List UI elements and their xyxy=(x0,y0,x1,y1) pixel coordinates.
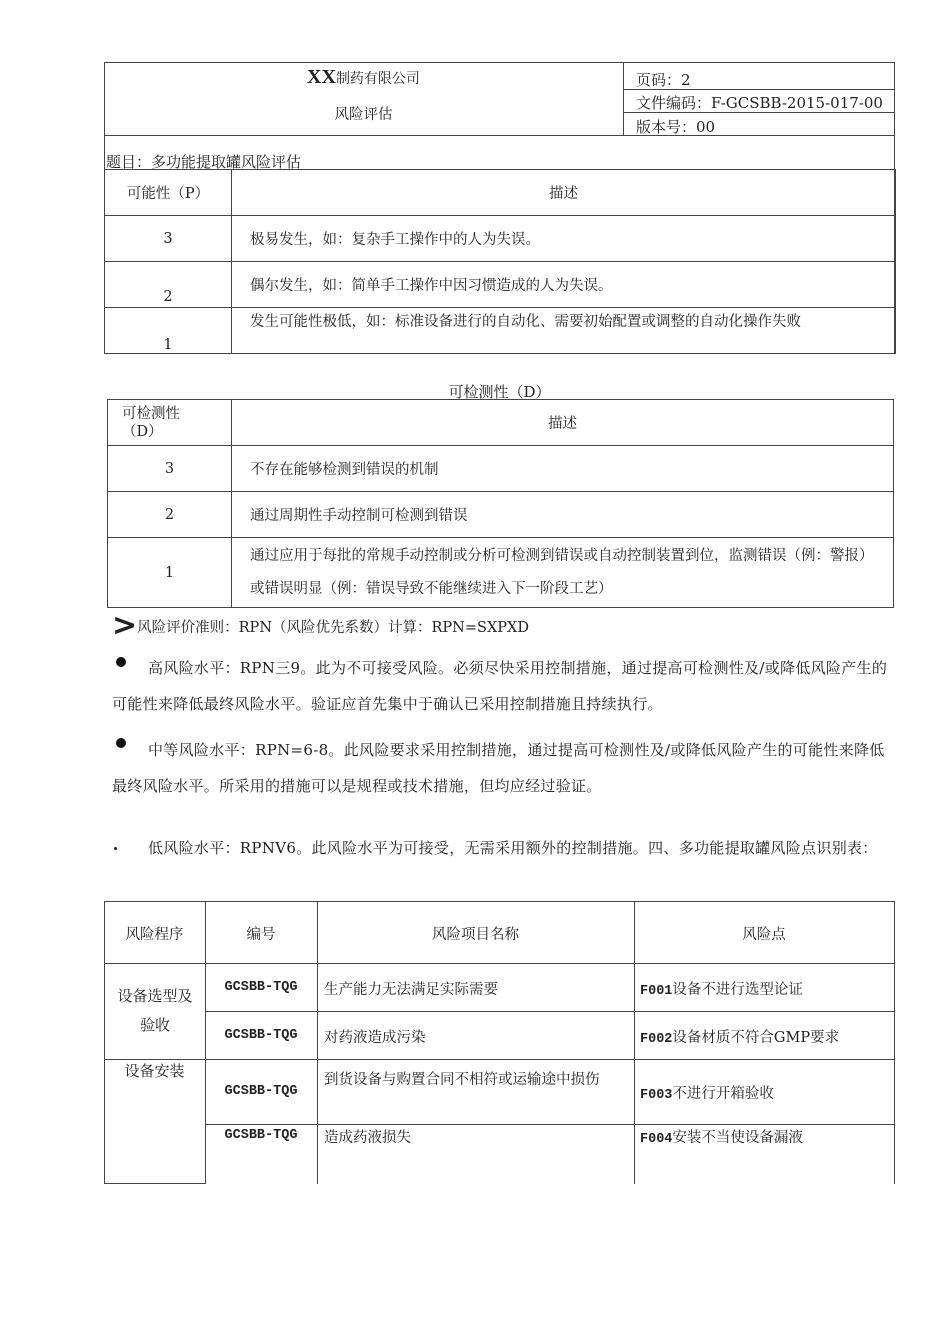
header-risk-procedure: 风险程序 xyxy=(125,927,184,943)
risk-item-name: 对药液造成污染 xyxy=(324,1030,426,1046)
table-row xyxy=(105,216,896,262)
file-code: 文件编码：F-GCSBB-2015-017-00 xyxy=(636,94,883,112)
risk-item-name: 到货设备与购置合同不相符或运输途中损伤 xyxy=(324,1072,600,1088)
probability-header-desc: 描述 xyxy=(232,170,896,216)
header-risk-item: 风险项目名称 xyxy=(432,927,519,943)
risk-code: GCSBB-TQG xyxy=(224,1128,298,1143)
risk-point-text: 设备不进行选型论证 xyxy=(672,982,803,998)
risk-item-name: 造成药液损失 xyxy=(324,1130,411,1146)
probability-table xyxy=(104,169,896,354)
detectability-level: 2 xyxy=(108,492,232,538)
probability-level: 1 xyxy=(105,308,232,354)
probability-desc: 极易发生，如：复杂手工操作中的人为失误。 xyxy=(232,216,896,262)
table-row xyxy=(108,538,894,608)
risk-point-code: F003 xyxy=(640,1088,673,1103)
detectability-header-level: 可检测性（D） xyxy=(108,400,232,446)
detectability-level: 1 xyxy=(108,538,232,608)
probability-header-level: 可能性（P） xyxy=(105,170,232,216)
criteria-line xyxy=(112,608,529,643)
table-row xyxy=(105,308,896,354)
risk-point-text: 安装不当使设备漏液 xyxy=(672,1130,803,1146)
header-code: 编号 xyxy=(246,927,276,943)
medium-risk-paragraph: 中等风险水平：RPN=6-8。此风险要求采用控制措施，通过提高可检测性及/或降低风险产生的可能性来降低最终风险水平。所采用的措施可以是规程或技术措施，但均应经过验证。 xyxy=(112,741,885,795)
detectability-desc: 通过周期性手动控制可检测到错误 xyxy=(232,492,894,538)
document-type: 风险评估 xyxy=(334,107,393,123)
risk-point xyxy=(640,1126,803,1147)
low-risk-paragraph: 低风险水平：RPNV6。此风险水平为可接受，无需采用额外的控制措施。四、多功能提取罐风险点识别表： xyxy=(148,839,878,857)
document-subject: 题目：多功能提取罐风险评估 xyxy=(106,153,302,171)
risk-point-code: F001 xyxy=(640,984,673,999)
version-number: 版本号：00 xyxy=(636,118,716,136)
risk-point xyxy=(640,978,803,999)
company-name-bold: XX xyxy=(307,66,336,88)
company-name xyxy=(104,66,623,89)
table-row xyxy=(105,262,896,308)
risk-point-code: F004 xyxy=(640,1132,673,1147)
risk-code: GCSBB-TQG xyxy=(224,980,298,995)
detectability-header-desc: 描述 xyxy=(232,400,894,446)
arrow-icon: > xyxy=(112,608,138,643)
probability-level: 2 xyxy=(105,262,232,308)
risk-item-name: 生产能力无法满足实际需要 xyxy=(324,982,498,998)
risk-point-text: 不进行开箱验收 xyxy=(672,1086,774,1102)
detectability-table xyxy=(107,399,894,608)
risk-point-text: 设备材质不符合GMP要求 xyxy=(672,1030,840,1046)
risk-code: GCSBB-TQG xyxy=(224,1028,298,1043)
group-selection-acceptance: 设备选型及验收 xyxy=(117,987,193,1034)
detectability-desc: 不存在能够检测到错误的机制 xyxy=(232,446,894,492)
criteria-text: 风险评价准则：RPN（风险优先系数）计算：RPN=SXPXD xyxy=(137,620,529,636)
header-risk-point: 风险点 xyxy=(742,927,786,943)
detectability-title: 可检测性（D） xyxy=(448,383,551,401)
page-number: 页码：2 xyxy=(636,71,691,89)
risk-point xyxy=(640,1082,774,1103)
group-installation: 设备安装 xyxy=(124,1062,185,1080)
company-name-rest: 制药有限公司 xyxy=(335,71,420,87)
probability-level: 3 xyxy=(105,216,232,262)
table-row xyxy=(108,446,894,492)
detectability-desc: 通过应用于每批的常规手动控制或分析可检测到错误或自动控制装置到位，监测错误（例：警报）或错误明显（例：错误导致不能继续进入下一阶段工艺） xyxy=(232,538,894,608)
risk-point xyxy=(640,1026,839,1047)
risk-code: GCSBB-TQG xyxy=(224,1084,298,1099)
probability-desc: 发生可能性极低，如：标准设备进行的自动化、需要初始配置或调整的自动化操作失败 xyxy=(232,308,896,354)
high-risk-paragraph: 高风险水平：RPN三9。此为不可接受风险。必须尽快采用控制措施，通过提高可检测性及/或降低风险产生的可能性来降低最终风险水平。验证应首先集中于确认已采用控制措施且持续执行。 xyxy=(112,659,888,713)
detectability-level: 3 xyxy=(108,446,232,492)
risk-point-code: F002 xyxy=(640,1032,673,1047)
probability-desc: 偶尔发生，如：简单手工操作中因习惯造成的人为失误。 xyxy=(232,262,896,308)
table-row xyxy=(108,492,894,538)
